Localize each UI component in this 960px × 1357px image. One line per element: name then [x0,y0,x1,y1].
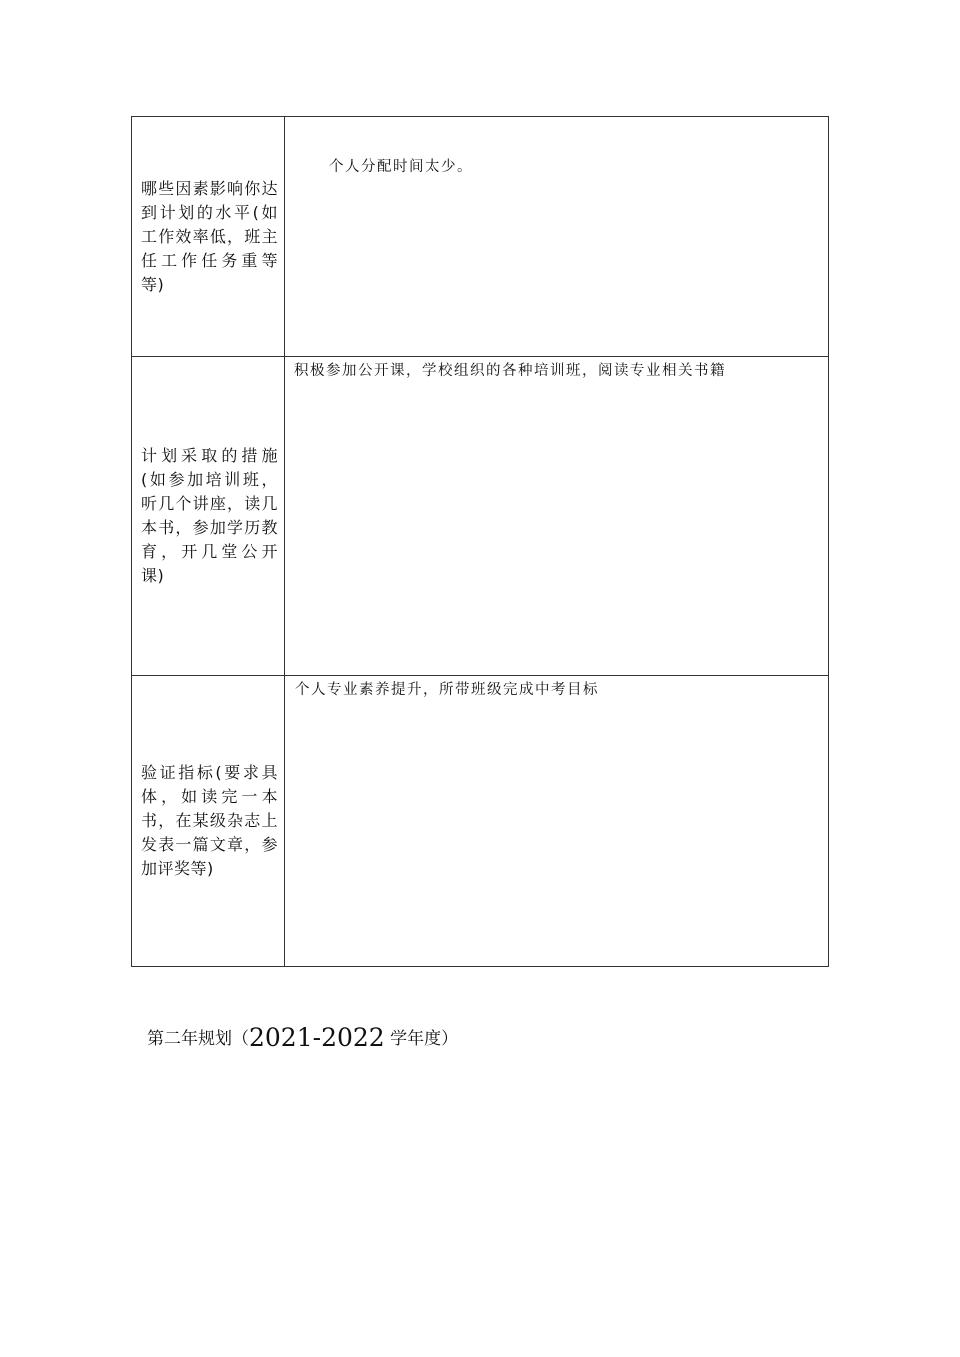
plan-table [131,116,829,967]
table-row [132,676,829,967]
row-label: 哪些因素影响你达到计划的水平(如工作效率低，班主任工作任务重等等) [141,178,278,294]
row-content: 个人分配时间太少。 [329,159,473,175]
row-content-cell [285,357,829,676]
row-label-cell [132,676,285,967]
row-label: 计划采取的措施(如参加培训班，听几个讲座，读几本书，参加学历教育，开几堂公开课) [141,446,278,585]
row-label-cell [132,357,285,676]
heading-years: 2021-2022 [249,1023,385,1052]
row-label-cell [132,117,285,357]
row-content: 积极参加公开课，学校组织的各种培训班，阅读专业相关书籍 [294,363,726,379]
row-content: 个人专业素养提升，所带班级完成中考目标 [295,682,599,698]
table-row [132,117,829,357]
heading-suffix: 学年度） [384,1029,459,1049]
row-label: 验证指标(要求具体，如读完一本书，在某级杂志上发表一篇文章，参加评奖等) [141,763,278,878]
row-content-cell [285,676,829,967]
section-heading [147,1022,458,1055]
table-row [132,357,829,676]
row-content-cell [285,117,829,357]
heading-prefix: 第二年规划（ [147,1029,249,1049]
